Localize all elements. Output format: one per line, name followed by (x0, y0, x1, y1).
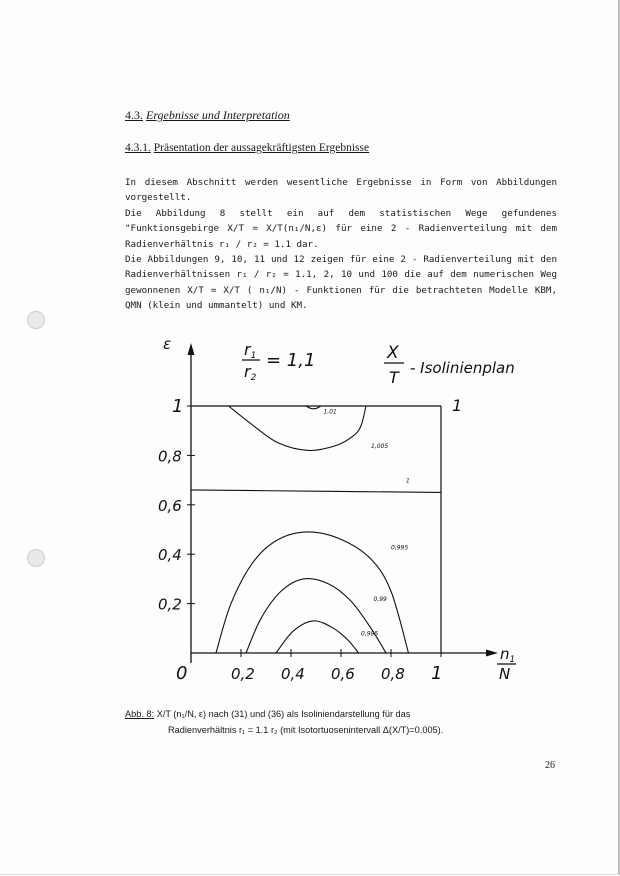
isoline (216, 532, 409, 653)
x-axis-numerator: $n_1$ (500, 645, 516, 665)
subsection-number: 4.3.1. (125, 142, 151, 154)
caption-line-1: X/T (n₁/N, ε) nach (31) und (36) als Isoliniendarstellung für das (156, 709, 411, 719)
ratio-formula (242, 340, 315, 383)
x-tick-label: 0,8 (381, 665, 405, 683)
paragraph: In diesem Abschnitt werden wesentliche Ergebnisse in Form von Abbildungen vorgestellt. (125, 177, 557, 204)
punch-hole (27, 549, 45, 567)
isoline-label: 0,99 (373, 596, 387, 604)
plan-label: - Isolinienplan (410, 359, 515, 377)
isoline (246, 579, 386, 653)
x-ticks (176, 649, 442, 684)
plot-area (191, 406, 441, 653)
ratio-numerator: r1 (244, 340, 257, 361)
ratio-denominator: r2 (244, 362, 257, 383)
isoline (191, 490, 441, 492)
x-tick-label: 0 (176, 663, 188, 684)
subsection-heading (125, 142, 369, 154)
y-tick-label: 0,8 (158, 447, 182, 466)
x-tick-label: 0,4 (281, 665, 305, 683)
isoline-label: 1,005 (371, 442, 389, 450)
paragraph: Die Abbildungen 9, 10, 11 und 12 zeigen für eine 2 - Radienverteilung mit den Radienverhältnissen r₁ / r₂ = 1.1, 2, 10 und 100 die auf dem numerischen Weg gewonnenen X/T = X/T ( n₁/N) - Funktionen für die betrachteten Modelle KBM, QMN (klein und ummantelt) und KM. (125, 254, 557, 312)
isoline-figure (150, 333, 550, 693)
figure-caption (125, 706, 565, 738)
y-tick-label: 0,6 (158, 496, 182, 515)
punch-hole (27, 311, 45, 329)
isoline-label: 0,995 (391, 544, 409, 552)
isoline-label: 1,01 (323, 408, 337, 416)
y-ticks (158, 396, 195, 614)
y-axis-arrow (188, 343, 195, 355)
right-value-label: 1 (452, 396, 463, 415)
plan-numerator: X (387, 343, 399, 363)
isoline (229, 406, 367, 450)
y-axis-symbol: ε (163, 335, 172, 353)
isoline-label: 1 (406, 477, 410, 485)
y-tick-label: 1 (172, 396, 184, 417)
caption-line-2: Radienverhältnis r₁ = 1.1 r₂ (mit Isotortuosenintervall Δ(X/T)=0.005). (168, 725, 444, 735)
x-axis-arrow (486, 650, 498, 657)
y-tick-label: 0,4 (158, 546, 182, 565)
isoline-label: 0,985 (361, 630, 379, 638)
x-axis-denominator: N (499, 665, 511, 683)
section-heading (125, 108, 290, 123)
plan-title (384, 343, 515, 387)
ratio-value: = 1,1 (266, 350, 316, 371)
x-tick-label: 0,6 (331, 665, 355, 683)
isoline (276, 621, 359, 653)
x-axis-label (497, 645, 516, 683)
caption-label: Abb. 8: (125, 709, 155, 719)
section-number: 4.3. (125, 108, 143, 122)
x-tick-label: 1 (431, 663, 443, 684)
subsection-title: Präsentation der aussagekräftigsten Ergebnisse (153, 142, 370, 154)
paragraph: Die Abbildung 8 stellt ein auf dem statistischen Wege gefundenes "Funktionsgebirge X/T = X/T(n₁/N,ε) für eine 2 - Radienverteilung mit dem Radienverhältnis r₁ / r₂ = 1.1 dar. (125, 207, 557, 250)
page-number: 26 (545, 760, 555, 771)
body-text (125, 175, 557, 314)
x-tick-label: 0,2 (231, 665, 255, 683)
section-title: Ergebnisse und Interpretation (146, 108, 290, 122)
y-tick-label: 0,2 (158, 595, 182, 614)
plan-denominator: T (389, 368, 399, 387)
